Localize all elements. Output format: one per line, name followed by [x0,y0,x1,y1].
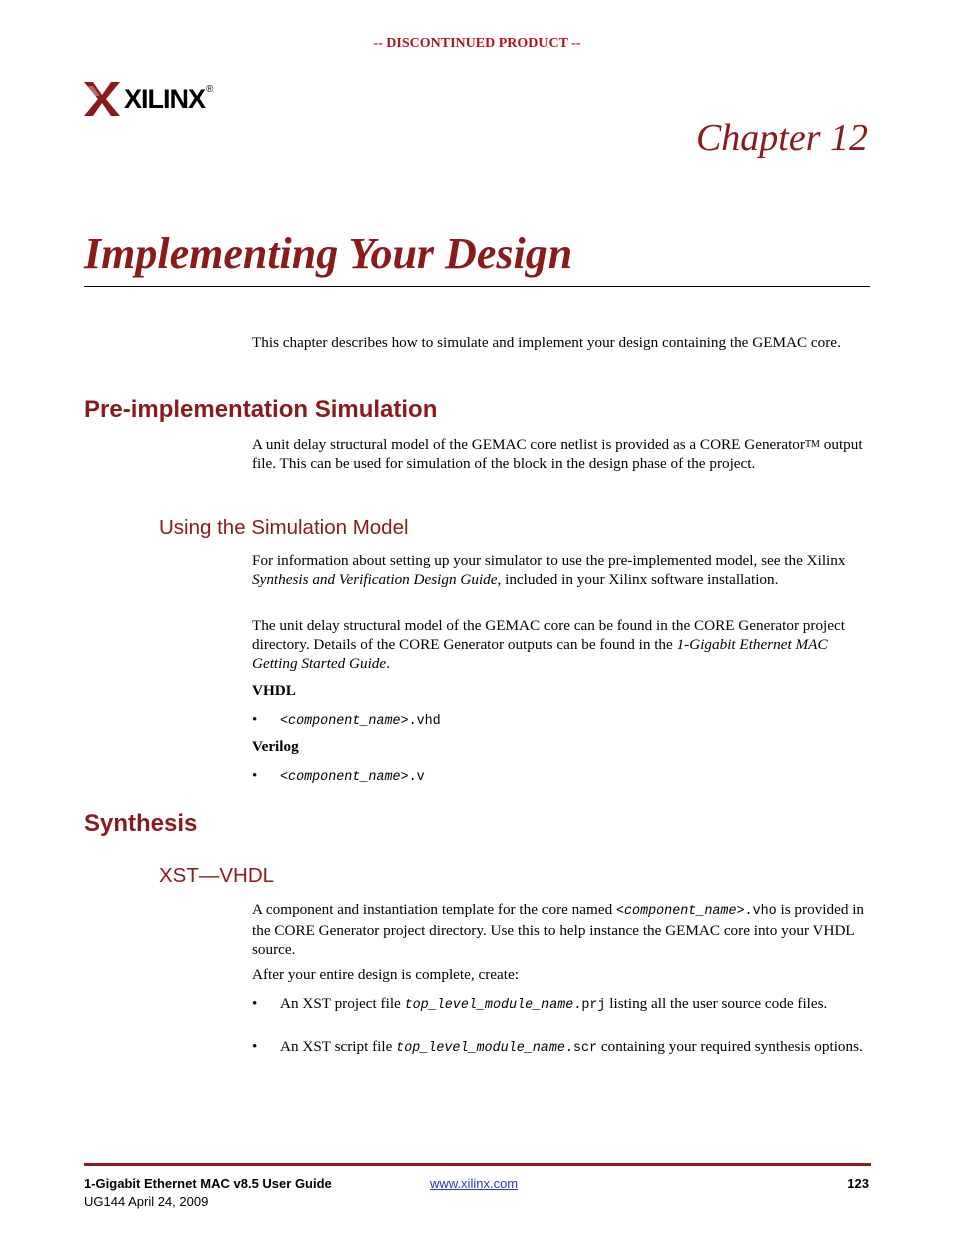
title-rule [84,286,870,287]
intro-paragraph: This chapter describes how to simulate and implement your design containing the GEMAC core. [252,334,841,351]
subsection-heading-sim-model: Using the Simulation Model [159,516,409,539]
footer-guide-title: 1-Gigabit Ethernet MAC v8.5 User Guide [84,1176,332,1191]
text-run: An XST script file [280,1038,397,1055]
page-title: Implementing Your Design [84,229,573,278]
xilinx-logo [84,82,213,116]
text-run: For information about setting up your simulator to use the pre-implemented model, see the Xilinx [252,552,846,569]
logo-registered-mark: ® [206,83,214,95]
xilinx-x-icon [84,82,120,116]
section-heading-synthesis: Synthesis [84,810,198,837]
sim-model-paragraph-1 [252,551,870,589]
file-name-placeholder: <component_name> [280,770,409,785]
chapter-label: Chapter 12 [695,117,868,159]
section-heading-simulation: Pre-implementation Simulation [84,396,438,423]
text-run: listing all the user source code files. [605,995,828,1012]
text-run: An XST project file [280,995,405,1012]
text-run: containing your required synthesis options. [597,1038,863,1055]
bullet-dot-icon: • [252,767,258,784]
doc-title-reference: Synthesis and Verification Design Guide [252,571,498,588]
bullet-dot-icon: • [252,1038,258,1055]
verilog-label: Verilog [252,738,299,755]
file-extension: .v [408,770,425,785]
vhdl-label: VHDL [252,682,296,699]
sim-model-paragraph-2 [252,616,870,673]
logo-wordmark: XILINX [124,83,206,114]
list-item [252,766,870,787]
file-name-placeholder: <component_name> [615,904,745,919]
text-run: is provided in the CORE Generator project directory. Use this to help instance the GEMAC core into your VHDL source. [252,901,865,958]
file-name-placeholder: top_level_module_name [404,998,574,1013]
discontinued-banner: -- DISCONTINUED PRODUCT -- [373,36,581,51]
bullet-dot-icon: • [252,995,258,1012]
xst-paragraph-1 [252,900,870,959]
list-item [252,994,870,1015]
file-extension: .vho [744,904,777,919]
footer-page-number: 123 [847,1176,869,1191]
footer-doc-id: UG144 April 24, 2009 [84,1194,209,1209]
file-extension: .scr [564,1041,598,1056]
simulation-paragraph [252,435,870,473]
file-name-placeholder: <component_name> [280,714,409,729]
xst-paragraph-2: After your entire design is complete, create: [252,966,519,983]
footer-rule [84,1163,871,1166]
doc-title-reference: 1-Gigabit Ethernet MAC Getting Started Guide [252,636,828,672]
list-item [252,1037,870,1058]
text-run: The unit delay structural model of the GEMAC core can be found in the CORE Generator project directory. Details of the CORE Generator outputs can be found in the [252,617,845,653]
text-run: output file. This can be used for simulation of the block in the design phase of the project. [252,436,863,472]
text-run: A unit delay structural model of the GEMAC core netlist is provided as a CORE Generator [252,436,805,453]
text-run: , included in your Xilinx software installation. [497,571,779,588]
text-run: . [386,655,390,672]
bullet-dot-icon: • [252,711,258,728]
list-item [252,710,870,731]
file-extension: .vhd [408,714,441,729]
text-run: A component and instantiation template for the core named [252,901,616,918]
file-extension: .prj [573,998,606,1013]
subsection-heading-xst-vhdl: XST—VHDL [159,864,275,887]
footer-website-link[interactable]: www.xilinx.com [430,1176,519,1191]
file-name-placeholder: top_level_module_name [396,1041,565,1056]
trademark-mark: TM [804,439,820,450]
